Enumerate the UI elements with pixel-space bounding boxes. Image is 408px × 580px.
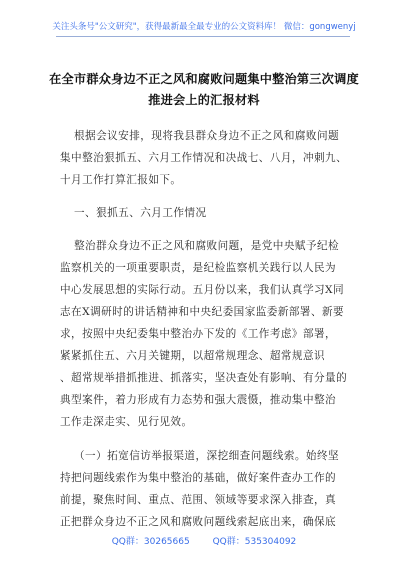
page-header	[0, 0, 408, 44]
body-line: 工作走深走实、见行见效。	[60, 416, 193, 428]
body-line: 前提，聚焦时间、重点、范围、领域等要求深入排查，真	[60, 494, 337, 506]
body-line: 、超常规举措抓推进、抓落实，坚决查处有影响、有分量的	[60, 372, 348, 384]
body-line: 整治群众身边不正之风和腐败问题，是党中央赋予纪检	[74, 240, 340, 252]
body-line: 中心发展思想的实际行动。五月份以来，我们认真学习X同	[60, 284, 345, 296]
body-line: 十月工作打算汇报如下。	[60, 174, 182, 186]
body-line: 紧紧抓住五、六月关键期，以超常规理念、超常规意识	[60, 350, 326, 362]
body-line: 持把问题线索作为集中整治的基础，做好案件查办工作的	[60, 472, 337, 484]
subsection-line: （一）拓宽信访举报渠道，深挖细查问题线索。始终坚	[74, 450, 340, 462]
qq-group-1: QQ群：30265665	[111, 537, 190, 547]
section-heading: 一、狠抓五、六月工作情况	[74, 207, 207, 219]
body-line: 正把群众身边不正之风和腐败问题线索起底出来，确保底	[60, 516, 337, 528]
body-line: 集中整治狠抓五、六月工作情况和决战七、八月，冲刺九、	[60, 152, 348, 164]
header-divider	[56, 36, 350, 37]
body-line: 根据会议安排，现将我县群众身边不正之风和腐败问题	[74, 130, 340, 142]
qq-group-2: QQ群：535304092	[212, 537, 297, 547]
body-line: 监察机关的一项重要职责，是纪检监察机关践行以人民为	[60, 262, 337, 274]
document-title-line-2: 推进会上的汇报材料	[148, 93, 260, 107]
page-footer	[0, 534, 408, 547]
body-line: 志在X调研时的讲话精神和中央纪委国家监委新部署、新要	[60, 306, 345, 318]
body-line: 求，按照中央纪委集中整治办下发的《工作考虑》部署，	[60, 328, 337, 340]
document-title-line-1: 在全市群众身边不正之风和腐败问题集中整治第三次调度	[49, 72, 359, 86]
body-line: 典型案件，着力形成有力态势和强大震慑，推动集中整治	[60, 394, 337, 406]
promo-banner-text: 关注头条号"公文研究"，获得最新最全最专业的公文资料库！ 微信：gongwenyj	[52, 22, 356, 32]
